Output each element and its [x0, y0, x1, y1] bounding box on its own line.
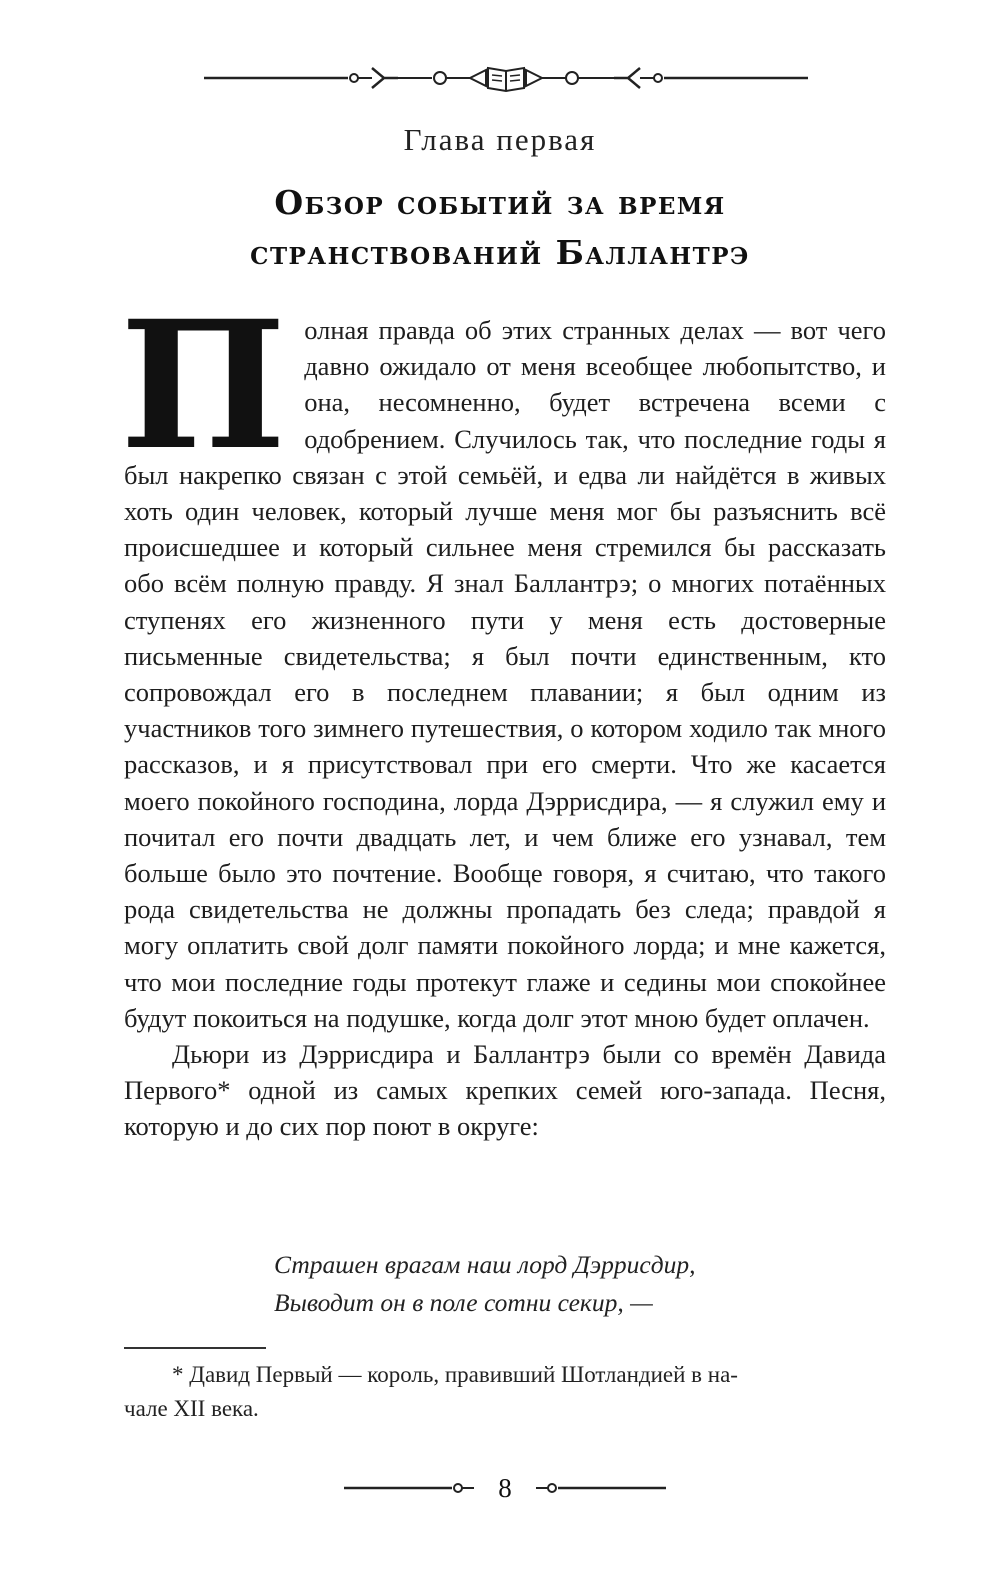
book-icon: [488, 68, 524, 91]
verse: [274, 1246, 696, 1322]
footnote-line-1: * Давид Первый — король, правивший Шотландией в на-: [172, 1362, 738, 1387]
chapter-title: [120, 178, 880, 278]
verse-line-2: Выводит он в поле сотни секир, —: [274, 1288, 653, 1317]
paragraph-2: Дьюри из Дэррисдира и Баллантрэ были со времён Давида Первого* одной из самых крепких семей юго-запада. Песня, которую и до сих пор поют в округе:: [124, 1039, 886, 1142]
body-text: [120, 282, 886, 1145]
chapter-title-line-1: Обзор событий за время: [274, 183, 726, 222]
paragraph-1-text: олная правда об этих странных делах — вот чего давно ожидало от меня всеобщее любопытство, и она, несомненно, будет встречена всеми с одобрением. Случилось так, что последние годы я был накрепко связан с этой семьёй, и едва ли найдётся в живых хоть один человек, который лучше меня мог бы разъяснить всё происшедшее и который сильнее меня стремился бы рассказать обо всём полную правду. Я знал Баллантрэ; о многих потаённых ступенях его жизненного пути у меня есть достоверные письменные свидетельства; я был почти единственным, кто сопровождал его в последнем плавании; я был одним из участников того зимнего путешествия, о котором ходило так много рассказов, и я присутствовал при его смерти. Что же касается моего покойного господина, лорда Дэррисдира, — я служил ему и почитал его почти двадцать лет, и чем ближе его узнавал, тем больше было это почтение. Вообще говоря, я считаю, что такого рода свидетельства не должны пропадать без следа; правдой я могу оплатить свой долг памяти покойного лорда; и мне кажется, что мои последние годы протекут глаже и седины мои спокойнее будут покоиться на подушке, когда долг этот мною будет оплачен.: [124, 315, 886, 1033]
chapter-label: Глава первая: [403, 122, 597, 157]
footnote-line-2: чале XII века.: [124, 1396, 259, 1421]
verse-line-1: Страшен врагам наш лорд Дэррисдир,: [274, 1250, 696, 1279]
paragraph-1: [120, 282, 886, 1036]
page-footer: [340, 1468, 670, 1508]
chapter-title-line-2: странствований Баллантрэ: [250, 233, 750, 272]
page-number: 8: [498, 1473, 512, 1503]
footnote: [124, 1358, 886, 1426]
top-ornament: [200, 58, 812, 98]
drop-cap: П: [120, 282, 287, 489]
footnote-divider: [124, 1347, 266, 1349]
